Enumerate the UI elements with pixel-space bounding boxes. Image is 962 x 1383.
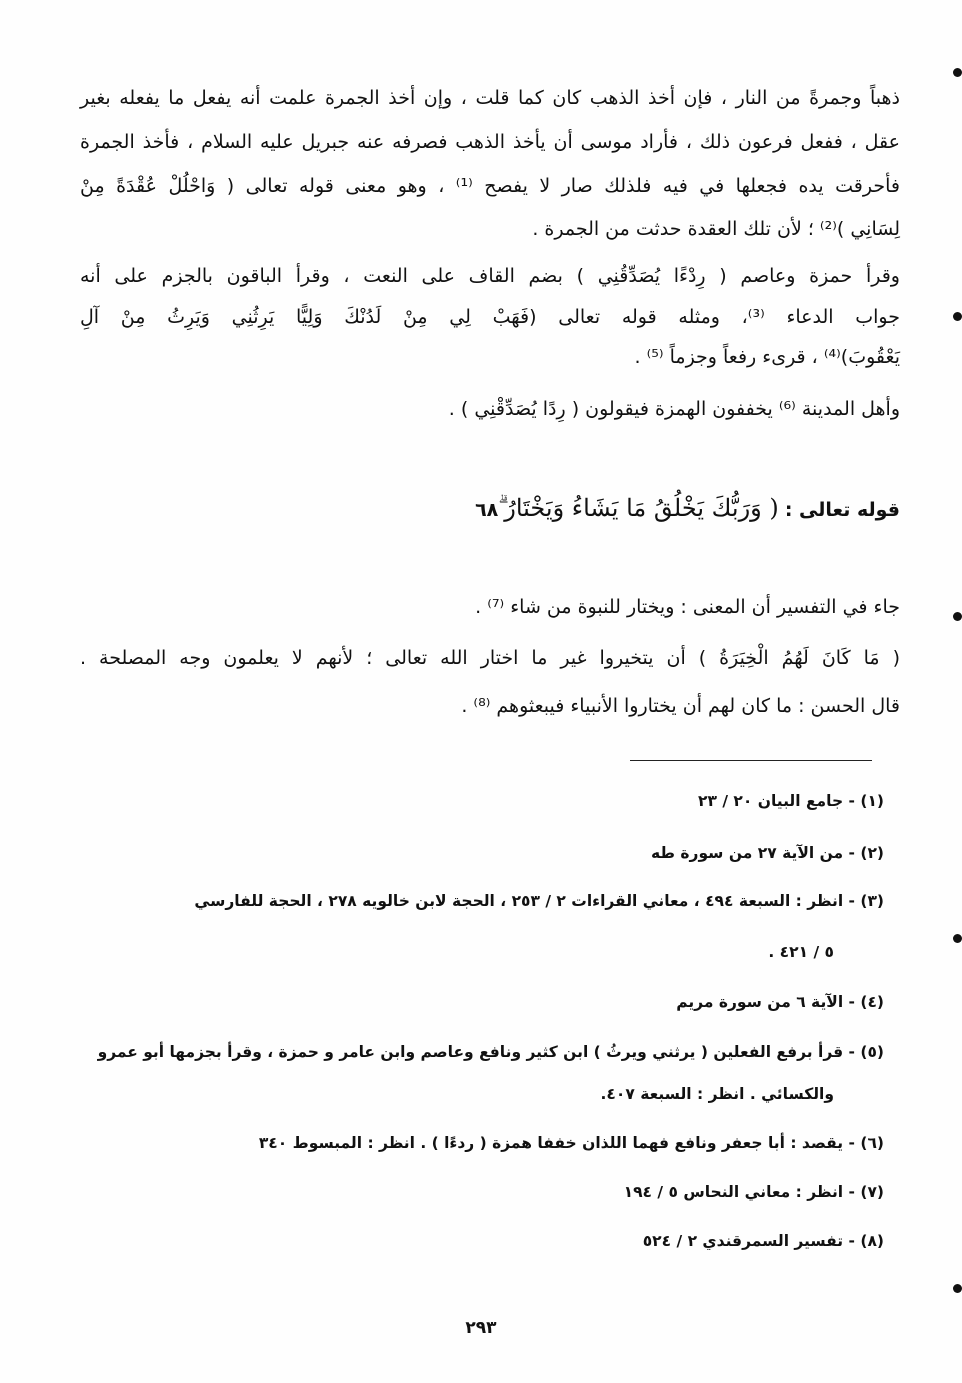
footnote-1: (١) - جامع البيان ٢٠ / ٢٣ <box>698 792 884 810</box>
body-line-5: وقرأ حمزة وعاصم ( رِدْءًا يُصَدِّقُنِي ) بضم القاف على النعت ، وقرأ الباقون بالجزم على أنه <box>80 265 900 287</box>
footnote-5-cont: والكسائي . انظر : السبعة ٤٠٧. <box>600 1085 834 1103</box>
page-number: ٢٩٣ <box>465 1318 497 1338</box>
footnote-3-cont: ٥ / ٤٢١ . <box>768 943 834 961</box>
binding-mark <box>953 68 962 77</box>
footnote-3: (٣) - انظر : السبعة ٤٩٤ ، معاني القراءات ٢ / ٢٥٣ ، الحجة لابن خالويه ٢٧٨ ، الحجة للفارسي <box>194 892 884 910</box>
body-line-4: لِسَانِي )⁽²⁾ ؛ لأن تلك العقدة حدثت من الجمرة . <box>532 218 900 240</box>
footnote-8: (٨) - تفسير السمرقندي ٢ / ٥٢٤ <box>642 1232 884 1250</box>
verse-heading <box>80 484 900 532</box>
footnote-4: (٤) - الآية ٦ من سورة مريم <box>676 993 884 1011</box>
footnote-2: (٢) - من الآية ٢٧ من سورة طه <box>651 844 884 862</box>
verse-number: ٦٨ <box>475 499 499 521</box>
body-line-1: ذهباً وجمرةً من النار ، فإن أخذ الذهب كان كما قلت ، وإن أخذ الجمرة علمت أنه يفعل ما يفعله بغير <box>80 87 900 109</box>
binding-mark <box>953 312 962 321</box>
footnote-separator <box>630 760 872 761</box>
verse-intro: قوله تعالى : <box>784 499 900 521</box>
footnote-7: (٧) - انظر : معاني النحاس ٥ / ١٩٤ <box>623 1183 884 1201</box>
body-line-3: فأحرقت يده فجعلها في فيه فلذلك صار لا يفصح ⁽¹⁾ ، وهو معنى قوله تعالى ( وَاحْلُلْ عُقْدَةً مِنْ <box>80 175 900 197</box>
body-line-10: ( مَا كَانَ لَهُمُ الْخِيَرَةُ ) أن يتخيروا غير ما اختار الله تعالى ؛ لأنهم لا يعلمون وجه المصلحة . <box>80 647 900 669</box>
binding-mark <box>953 1284 962 1293</box>
body-line-9: جاء في التفسير أن المعنى : ويختار للنبوة من شاء ⁽⁷⁾ . <box>475 596 900 618</box>
body-line-2: عقل ، ففعل فرعون ذلك ، فأراد موسى أن يأخذ الذهب فصرفه عنه جبريل عليه السلام ، فأخذ الجمرة <box>80 131 900 153</box>
binding-mark <box>953 612 962 621</box>
footnote-6: (٦) - يقصد : أبا جعفر ونافع فهما اللذان خففا همزة ( ردءًا ) . انظر : المبسوط ٣٤٠ <box>258 1134 884 1152</box>
body-line-8: وأهل المدينة ⁽⁶⁾ يخففون الهمزة فيقولون ( رِدًا يُصَدِّقْنِي ) . <box>448 398 900 420</box>
binding-mark <box>953 934 962 943</box>
footnote-5: (٥) - قرأ برفع الفعلين ( يرثني ويرثُ ) ابن كثير ونافع وعاصم وابن عامر و حمزة ، وقرأ بجزمها أبو عمرو <box>97 1043 884 1061</box>
body-line-6: جواب الدعاء ⁽³⁾، ومثله قوله تعالى (فَهَبْ لِي مِنْ لَدُنْكَ وَلِيًّا يَرِثُنِي وَيَرِثُ مِنْ آلِ <box>80 306 900 328</box>
verse-text: ( وَرَبُّكَ يَخْلُقُ مَا يَشَاءُ وَيَخْتَارُ ۗ <box>498 494 779 522</box>
body-line-11: قال الحسن : ما كان لهم أن يختاروا الأنبياء فيبعثوهم ⁽⁸⁾ . <box>461 695 900 717</box>
body-line-7: يَعْقُوبَ)⁽⁴⁾ ، قرىء رفعاً وجزماً ⁽⁵⁾ . <box>634 346 900 368</box>
